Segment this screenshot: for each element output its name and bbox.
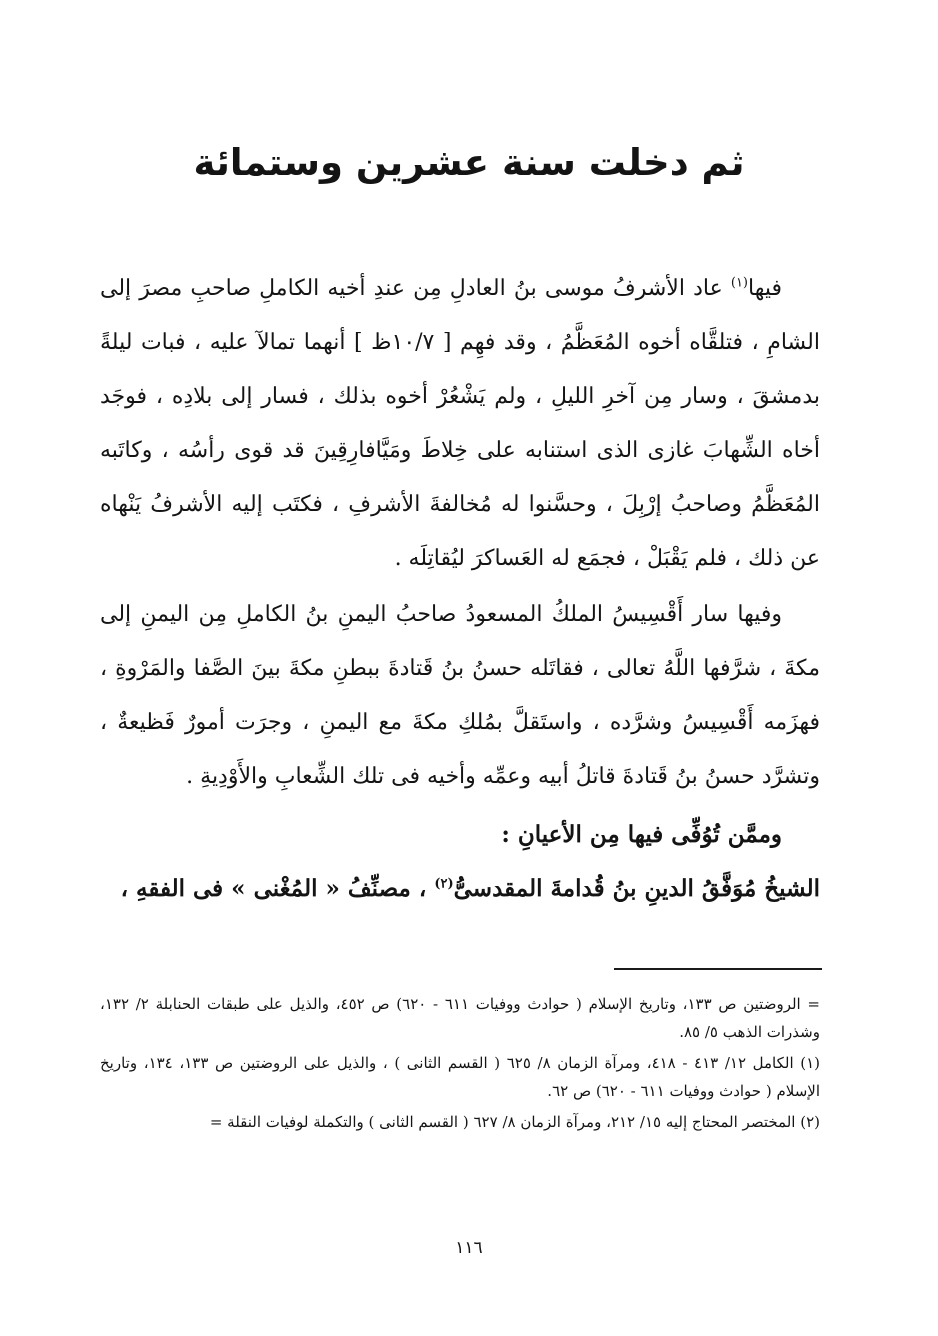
paragraph-1-text: عاد الأشرفُ موسى بنُ العادلِ مِن عندِ أخيه الكاملِ صاحبِ مصرَ إلى الشامِ ، فتلقَّاه أخوه المُعَظَّمُ ، وقد فهِم [ ١٠/٧ظ ] أنهما تمالآ عليه ، فبات ليلةً بدمشقَ ، وسار مِن آخرِ الليلِ ، ولم يَشْعُرْ أخوه بذلك ، فسار إلى بلادِه ، فوجَد أخاه الشِّهابَ غازى الذى استنابه على خِلاطَ ومَيَّافارِقِينَ قد قوى رأسُه ، وكاتَبه المُعَظَّمُ وصاحبُ إرْبِلَ ، وحسَّنوا له مُخالفةَ الأشرفِ ، فكتَب إليه الأشرفُ يَنْهاه عن ذلك ، فلم يَقْبَلْ ، فجمَع له العَساكرَ ليُقاتِلَه . xyxy=(100,276,820,571)
footnote-continued: = الروضتين ص ١٣٣، وتاريخ الإسلام ( حوادث ووفيات ٦١١ - ٦٢٠) ص ٤٥٢، والذيل على طبقات الحنابلة ٢/ ١٣٢، وشذرات الذهب ٥/ ٨٥. xyxy=(100,995,820,1041)
paragraph-1-lead: فيها xyxy=(748,276,782,301)
footnotes xyxy=(100,990,820,1139)
obituary-entry xyxy=(100,862,820,916)
footnote-separator xyxy=(614,968,822,970)
paragraph-1 xyxy=(100,262,820,586)
paragraph-2: وفيها سار أَقْسِيسُ الملكُ المسعودُ صاحبُ اليمنِ بنُ الكاملِ مِن اليمنِ إلى مكةَ ، شرَّفها اللَّهُ تعالى ، فقاتَله حسنُ بنُ قَتادةَ ببطنِ مكةَ بينَ الصَّفا والمَرْوةِ ، فهزَمه أَقْسِيسُ وشرَّده ، واستَقلَّ بمُلكِ مكةَ مع اليمنِ ، وجرَت أمورٌ فَظيعةٌ ، وتشرَّد حسنُ بنُ قَتادةَ قاتلُ أبيه وعمِّه وأخيه فى تلك الشِّعابِ والأَوْدِيةِ . xyxy=(100,602,820,789)
main-text xyxy=(100,262,820,916)
chapter-title: ثم دخلت سنة عشرين وستمائة xyxy=(193,141,745,184)
page-number: ١١٦ xyxy=(455,1238,483,1258)
footnote-1: (١) الكامل ١٢/ ٤١٣ - ٤١٨، ومرآة الزمان ٨/ ٦٢٥ ( القسم الثانى ) ، والذيل على الروضتين ص ١٣٣، ١٣٤، وتاريخ الإسلام ( حوادث ووفيات ٦١١ - ٦٢٠) ص ٦٢. xyxy=(100,1054,821,1100)
entry-rest: ، مصنِّفُ « المُغْنى » فى الفقهِ ، xyxy=(120,875,427,902)
entry-name: الشيخُ مُوَفَّقُ الدينِ بنُ قُدامةَ المقدسىُّ xyxy=(453,875,820,902)
footnote-ref-1[interactable]: (١) xyxy=(730,275,748,291)
section-heading: وممَّن تُوُفِّى فيها مِن الأعيانِ : xyxy=(501,821,782,848)
footnote-2: (٢) المختصر المحتاج إليه ١٥/ ٢١٢، ومرآة الزمان ٨/ ٦٢٧ ( القسم الثانى ) والتكملة لوفيات النقلة = xyxy=(209,1113,820,1131)
footnote-ref-2[interactable]: (٢) xyxy=(434,876,454,892)
